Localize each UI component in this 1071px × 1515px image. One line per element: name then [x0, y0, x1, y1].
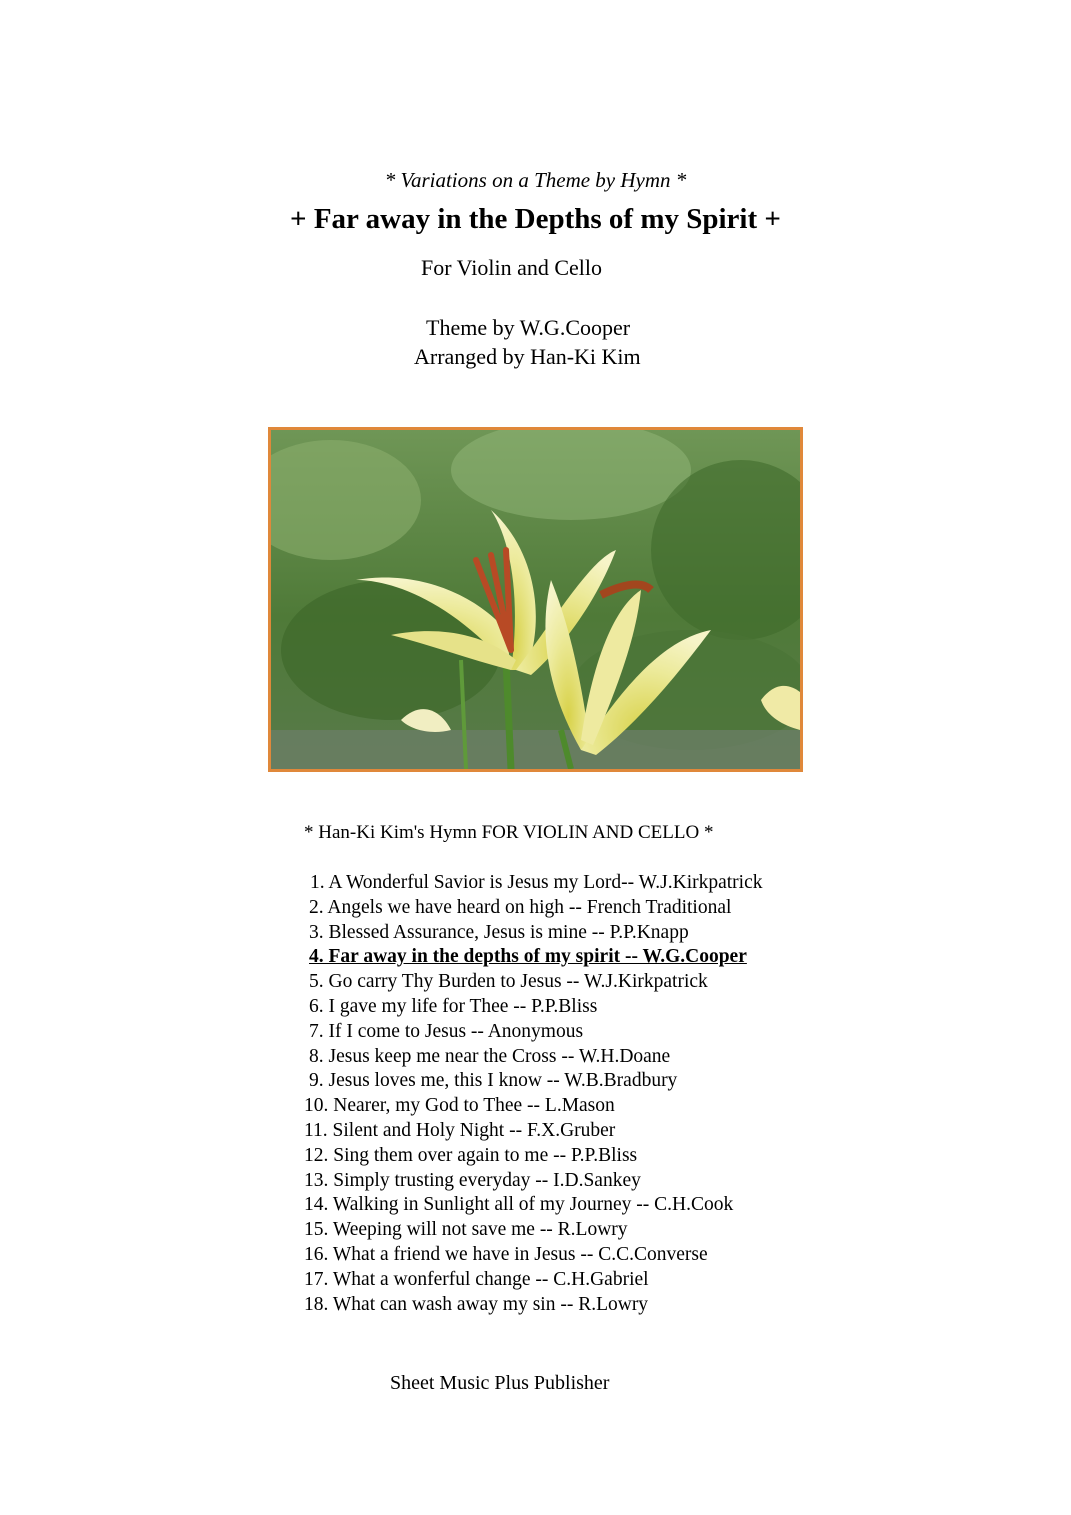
- list-item: 12. Sing them over again to me -- P.P.Bliss: [304, 1144, 638, 1166]
- list-item: 1. A Wonderful Savior is Jesus my Lord-- W.J.Kirkpatrick: [310, 872, 763, 893]
- lily-photo: [268, 427, 803, 772]
- list-item: 15. Weeping will not save me -- R.Lowry: [304, 1219, 628, 1241]
- publisher: Sheet Music Plus Publisher: [390, 1372, 610, 1394]
- page-title: + Far away in the Depths of my Spirit +: [290, 203, 781, 235]
- list-item: 13. Simply trusting everyday -- I.D.Sankey: [304, 1169, 641, 1191]
- list-item: 9. Jesus loves me, this I know -- W.B.Bradbury: [309, 1070, 678, 1092]
- list-item: 16. What a friend we have in Jesus -- C.C.Converse: [304, 1244, 708, 1265]
- list-item: 7. If I come to Jesus -- Anonymous: [309, 1020, 584, 1042]
- list-item: 3. Blessed Assurance, Jesus is mine -- P.P.Knapp: [309, 921, 689, 943]
- list-item: 11. Silent and Holy Night -- F.X.Gruber: [304, 1120, 616, 1141]
- subtitle: * Variations on a Theme by Hymn *: [384, 168, 687, 192]
- list-item: 17. What a wonferful change -- C.H.Gabriel: [304, 1268, 649, 1290]
- list-item: 5. Go carry Thy Burden to Jesus -- W.J.Kirkpatrick: [309, 971, 708, 993]
- arranger-credit: Arranged by Han-Ki Kim: [414, 344, 641, 369]
- series-heading: * Han-Ki Kim's Hymn FOR VIOLIN AND CELLO *: [304, 822, 714, 843]
- list-item: 10. Nearer, my God to Thee -- L.Mason: [304, 1095, 615, 1117]
- list-item: 2. Angels we have heard on high -- French Traditional: [309, 896, 732, 918]
- list-item: 18. What can wash away my sin -- R.Lowry: [304, 1293, 649, 1315]
- theme-credit: Theme by W.G.Cooper: [426, 315, 631, 340]
- list-item: 6. I gave my life for Thee -- P.P.Bliss: [309, 996, 598, 1017]
- list-item-current: 4. Far away in the depths of my spirit -- W.G.Cooper: [309, 946, 747, 968]
- list-item: 8. Jesus keep me near the Cross -- W.H.Doane: [309, 1045, 671, 1067]
- instrumentation: For Violin and Cello: [421, 255, 602, 280]
- list-item: 14. Walking in Sunlight all of my Journey -- C.H.Cook: [304, 1194, 734, 1216]
